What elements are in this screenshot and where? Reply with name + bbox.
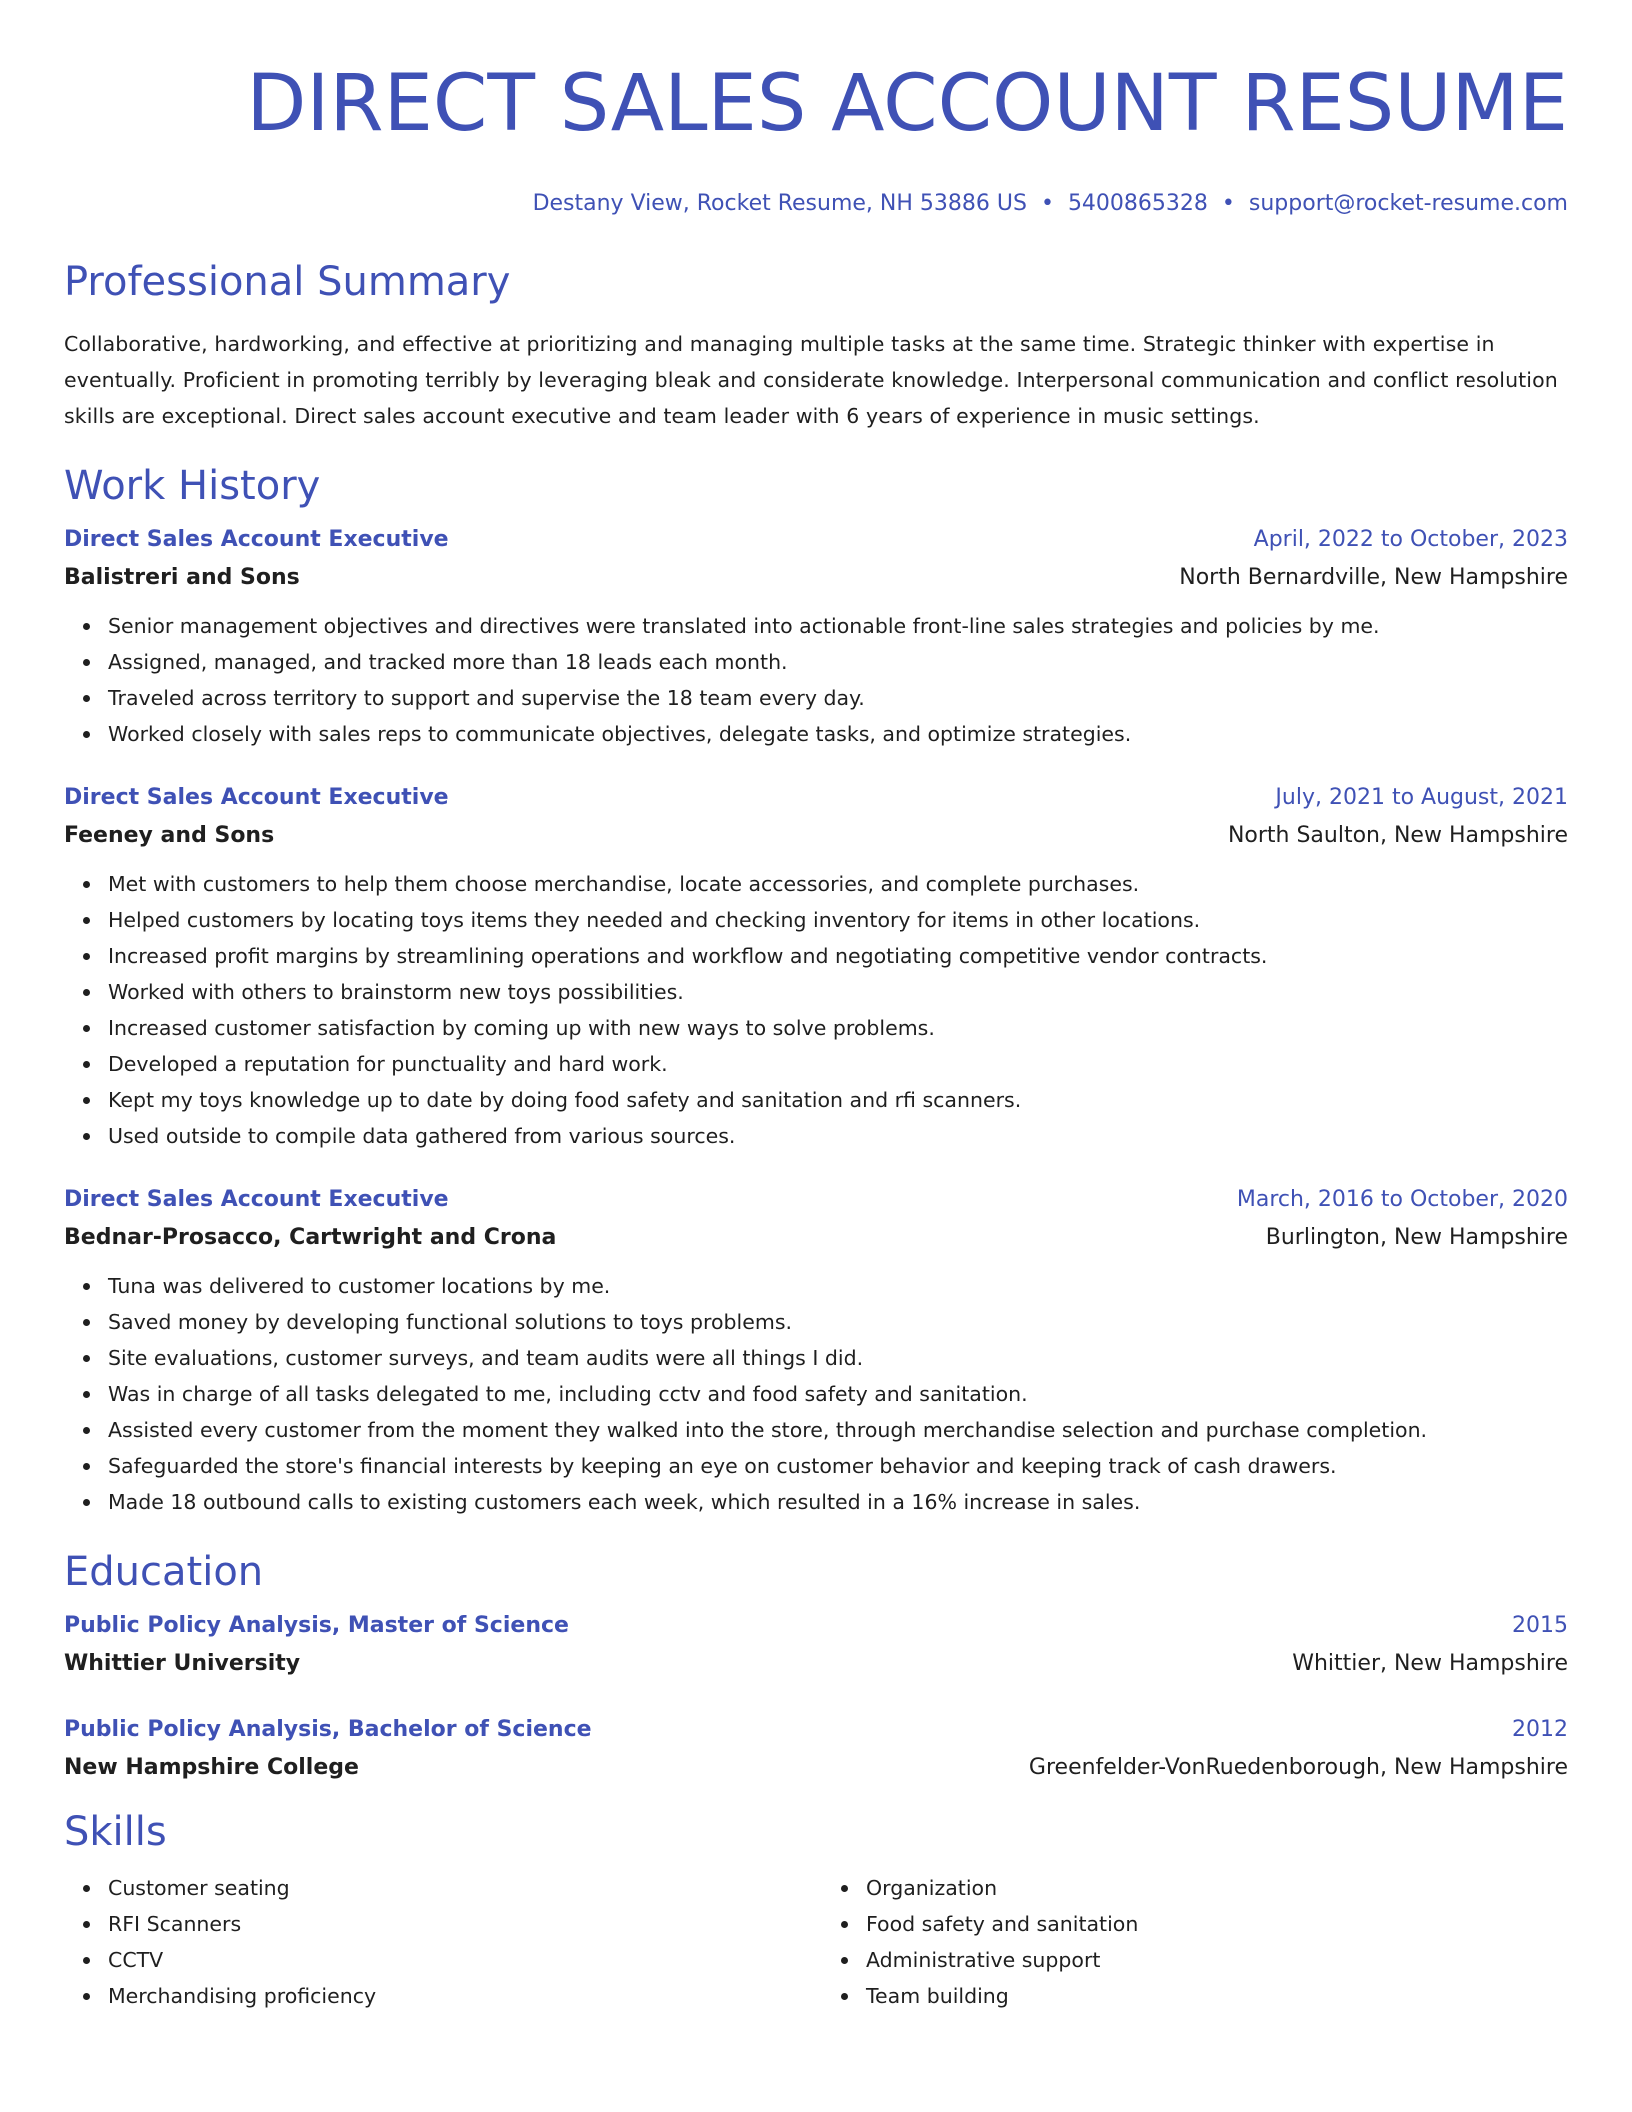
school-name: Whittier University <box>64 1651 301 1676</box>
school-location: Greenfelder-VonRuedenborough, New Hampshire <box>1028 1755 1568 1780</box>
list-item: Saved money by developing functional solutions to toys problems. <box>108 1304 1568 1340</box>
list-item: Used outside to compile data gathered from various sources. <box>108 1118 1568 1154</box>
job-entry <box>64 1182 1568 1520</box>
skill-item: Team building <box>866 1978 1568 2014</box>
contact-line <box>64 190 1568 218</box>
summary-heading: Professional Summary <box>64 259 511 305</box>
skill-item: CCTV <box>108 1942 816 1978</box>
contact-address: Destany View, Rocket Resume, NH 53886 US <box>532 191 1027 216</box>
list-item: Developed a reputation for punctuality and hard work. <box>108 1046 1568 1082</box>
graduation-year: 2015 <box>1512 1613 1568 1638</box>
school-location: Whittier, New Hampshire <box>1292 1651 1568 1676</box>
summary-text: Collaborative, hardworking, and effective at prioritizing and managing multiple tasks at the same time. Strategic thinker with expertise in eventually. Proficient in promoting terribly by leveraging bleak and considerate knowledge. Interpersonal communication and conflict resolution skills are exceptional. Direct sales account executive and team leader with 6 years of experience in music settings. <box>64 332 1558 428</box>
company-name: Feeney and Sons <box>64 823 275 848</box>
job-title: Direct Sales Account Executive <box>64 527 449 552</box>
job-title: Direct Sales Account Executive <box>64 785 449 810</box>
contact-separator: • <box>1221 191 1235 216</box>
school-name: New Hampshire College <box>64 1755 359 1780</box>
graduation-year: 2012 <box>1512 1717 1568 1742</box>
list-item: Traveled across territory to support and supervise the 18 team every day. <box>108 680 1568 716</box>
resume-name: DIRECT SALES ACCOUNT RESUME <box>246 59 1568 149</box>
list-item: Worked closely with sales reps to communicate objectives, delegate tasks, and optimize strategies. <box>108 716 1568 752</box>
list-item: Senior management objectives and directives were translated into actionable front-line sales strategies and policies by me. <box>108 608 1568 644</box>
list-item: Met with customers to help them choose merchandise, locate accessories, and complete purchases. <box>108 866 1568 902</box>
degree-name: Public Policy Analysis, Bachelor of Science <box>64 1717 592 1742</box>
skill-item: Merchandising proficiency <box>108 1978 816 2014</box>
skills-heading: Skills <box>64 1809 167 1855</box>
skill-item: Food safety and sanitation <box>866 1906 1568 1942</box>
list-item: Site evaluations, customer surveys, and team audits were all things I did. <box>108 1340 1568 1376</box>
list-item: Increased customer satisfaction by coming up with new ways to solve problems. <box>108 1010 1568 1046</box>
job-entry <box>64 522 1568 752</box>
job-bullets <box>64 1268 1568 1520</box>
skill-item: Organization <box>866 1870 1568 1906</box>
skills-list <box>64 1870 1568 2014</box>
list-item: Increased profit margins by streamlining operations and workflow and negotiating competitive vendor contracts. <box>108 938 1568 974</box>
list-item: Assisted every customer from the moment they walked into the store, through merchandise selection and purchase completion. <box>108 1412 1568 1448</box>
list-item: Kept my toys knowledge up to date by doing food safety and sanitation and rfi scanners. <box>108 1082 1568 1118</box>
contact-separator: • <box>1040 191 1054 216</box>
job-dates: July, 2021 to August, 2021 <box>1275 785 1568 810</box>
education-entry <box>64 1712 1568 1788</box>
list-item: Helped customers by locating toys items they needed and checking inventory for items in other locations. <box>108 902 1568 938</box>
job-bullets <box>64 866 1568 1154</box>
list-item: Assigned, managed, and tracked more than 18 leads each month. <box>108 644 1568 680</box>
list-item: Tuna was delivered to customer locations by me. <box>108 1268 1568 1304</box>
job-bullets <box>64 608 1568 752</box>
skill-item: Customer seating <box>108 1870 816 1906</box>
job-dates: April, 2022 to October, 2023 <box>1253 527 1568 552</box>
contact-email: support@rocket-resume.com <box>1248 191 1568 216</box>
job-location: North Saulton, New Hampshire <box>1227 823 1568 848</box>
job-location: North Bernardville, New Hampshire <box>1179 565 1568 590</box>
degree-name: Public Policy Analysis, Master of Science <box>64 1613 569 1638</box>
skills-column-right <box>816 1870 1568 2014</box>
job-dates: March, 2016 to October, 2020 <box>1236 1187 1568 1212</box>
company-name: Balistreri and Sons <box>64 565 300 590</box>
contact-phone: 5400865328 <box>1067 191 1208 216</box>
list-item: Made 18 outbound calls to existing customers each week, which resulted in a 16% increase in sales. <box>108 1484 1568 1520</box>
job-entry <box>64 780 1568 1154</box>
work-history-heading: Work History <box>64 463 321 509</box>
skills-column-left <box>64 1870 816 2014</box>
job-location: Burlington, New Hampshire <box>1265 1225 1568 1250</box>
list-item: Safeguarded the store's financial interests by keeping an eye on customer behavior and keeping track of cash drawers. <box>108 1448 1568 1484</box>
education-heading: Education <box>64 1549 264 1595</box>
list-item: Was in charge of all tasks delegated to me, including cctv and food safety and sanitation. <box>108 1376 1568 1412</box>
education-entry <box>64 1608 1568 1684</box>
skill-item: RFI Scanners <box>108 1906 816 1942</box>
company-name: Bednar-Prosacco, Cartwright and Crona <box>64 1225 557 1250</box>
skill-item: Administrative support <box>866 1942 1568 1978</box>
list-item: Worked with others to brainstorm new toys possibilities. <box>108 974 1568 1010</box>
job-title: Direct Sales Account Executive <box>64 1187 449 1212</box>
